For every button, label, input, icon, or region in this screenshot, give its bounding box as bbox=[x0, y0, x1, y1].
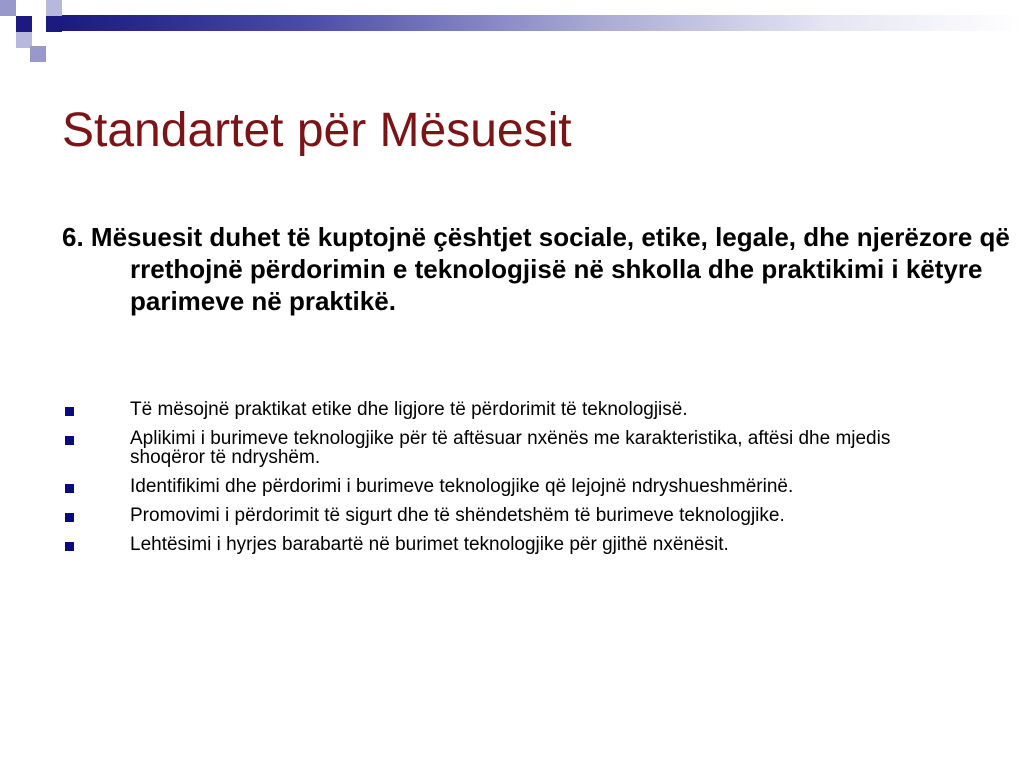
square-bullet-icon bbox=[65, 513, 74, 522]
decorative-squares bbox=[0, 0, 80, 70]
list-item-text: Të mësojnë praktikat etike dhe ligjore të përdorimit të teknologjisë. bbox=[130, 399, 688, 420]
list-item-text: Identifikimi dhe përdorimi i burimeve teknologjike që lejojnë ndryshueshmërinë. bbox=[130, 476, 794, 497]
list-item-text: Promovimi i përdorimit të sigurt dhe të shëndetshëm të burimeve teknologjike. bbox=[130, 505, 785, 526]
list-item bbox=[62, 429, 962, 467]
deco-square bbox=[0, 32, 16, 48]
deco-square bbox=[46, 16, 62, 32]
list-item bbox=[62, 506, 962, 525]
square-bullet-icon bbox=[65, 407, 74, 416]
square-bullet-icon bbox=[65, 542, 74, 551]
square-bullet-icon bbox=[65, 484, 74, 493]
header-gradient-bar bbox=[62, 15, 1024, 31]
deco-square bbox=[16, 16, 32, 32]
slide-title: Standartet për Mësuesit bbox=[62, 104, 572, 157]
intro-paragraph: 6. Mësuesit duhet të kuptojnë çështjet sociale, etike, legale, dhe njerëzore që rrethojnë përdorimin e teknologjisë në shkolla dhe praktikimi i këtyre parimeve në praktikë. bbox=[62, 222, 1010, 316]
deco-square bbox=[16, 0, 32, 16]
square-bullet-icon bbox=[65, 436, 74, 445]
list-item-text: Aplikimi i burimeve teknologjike për të aftësuar nxënës me karakteristika, aftësi dhe mjedis shoqëror të ndryshëm. bbox=[130, 428, 891, 468]
deco-square bbox=[0, 0, 16, 16]
list-item bbox=[62, 477, 962, 496]
bullet-list bbox=[62, 400, 962, 564]
list-item bbox=[62, 535, 962, 554]
list-item bbox=[62, 400, 962, 419]
deco-square bbox=[30, 46, 46, 62]
list-item-text: Lehtësimi i hyrjes barabartë në burimet teknologjike për gjithë nxënësit. bbox=[130, 534, 729, 555]
deco-square bbox=[46, 0, 62, 16]
